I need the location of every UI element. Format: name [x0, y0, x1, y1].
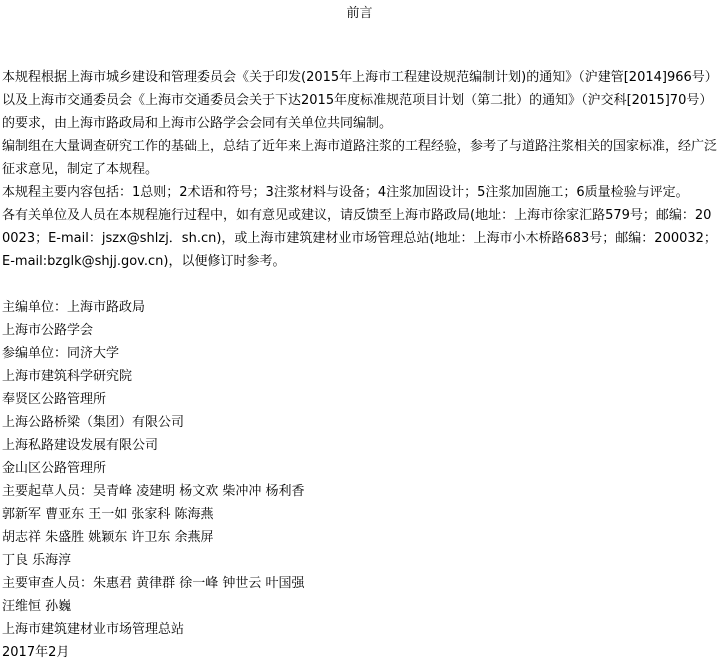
participating-unit-line: 上海市建筑科学研究院 — [2, 369, 133, 384]
preface-paragraph-3: 本规程主要内容包括：1总则；2术语和符号；3注浆材料与设备；4注浆加固设计；5注浆加固施工；6质量检验与评定。 — [2, 185, 689, 200]
contributors-list — [2, 296, 717, 664]
participating-unit-line: 上海私路建设发展有限公司 — [2, 438, 159, 453]
date-line: 2017年2月 — [2, 645, 70, 660]
chief-editor-line: 主编单位：上海市路政局 — [2, 300, 146, 315]
participating-unit-line: 上海公路桥梁（集团）有限公司 — [2, 415, 185, 430]
participating-unit-line: 参编单位：同济大学 — [2, 346, 120, 361]
document-title: 前言 — [346, 6, 373, 21]
drafter-line: 郭新军 曹亚东 王一如 张家科 陈海燕 — [2, 507, 214, 522]
drafter-line: 主要起草人员：吴青峰 凌建明 杨文欢 柴冲冲 杨利香 — [2, 484, 305, 499]
preface-body — [2, 66, 717, 273]
drafter-line: 丁良 乐海淳 — [2, 553, 72, 568]
issuer-line: 上海市建筑建材业市场管理总站 — [2, 622, 185, 637]
preface-paragraph-2: 编制组在大量调查研究工作的基础上，总结了近年来上海市道路注浆的工程经验，参考了与道路注浆相关的国家标准，经广泛征求意见，制定了本规程。 — [2, 139, 718, 177]
drafter-line: 胡志祥 朱盛胜 姚颖东 许卫东 余燕屏 — [2, 530, 214, 545]
preface-paragraph-1: 本规程根据上海市城乡建设和管理委员会《关于印发(2015年上海市工程建设规范编制计划)的通知》（沪建管[2014]966号）以及上海市交通委员会《上海市交通委员会关于下达2015年度标准规范项目计划（第二批）的通知》（沪交科[2015]70号）的要求，由上海市路政局和上海市公路学会会同有关单位共同编制。 — [2, 70, 713, 131]
chief-editor-line: 上海市公路学会 — [2, 323, 94, 338]
participating-unit-line: 奉贤区公路管理所 — [2, 392, 107, 407]
preface-paragraph-4: 各有关单位及人员在本规程施行过程中，如有意见或建议，请反馈至上海市路政局(地址：上海市徐家汇路579号；邮编：200023；E-mail：jszx@shlzj．sh.cn)，或上海市建筑建材业市场管理总站(地址：上海市小木桥路683号；邮编：200032；E-mail:bzglk@shjj.gov.cn)，以便修订时参考。 — [2, 208, 717, 269]
participating-unit-line: 金山区公路管理所 — [2, 461, 107, 476]
reviewer-line: 汪维恒 孙巍 — [2, 599, 72, 614]
reviewer-line: 主要审查人员：朱惠君 黄律群 徐一峰 钟世云 叶国强 — [2, 576, 305, 591]
